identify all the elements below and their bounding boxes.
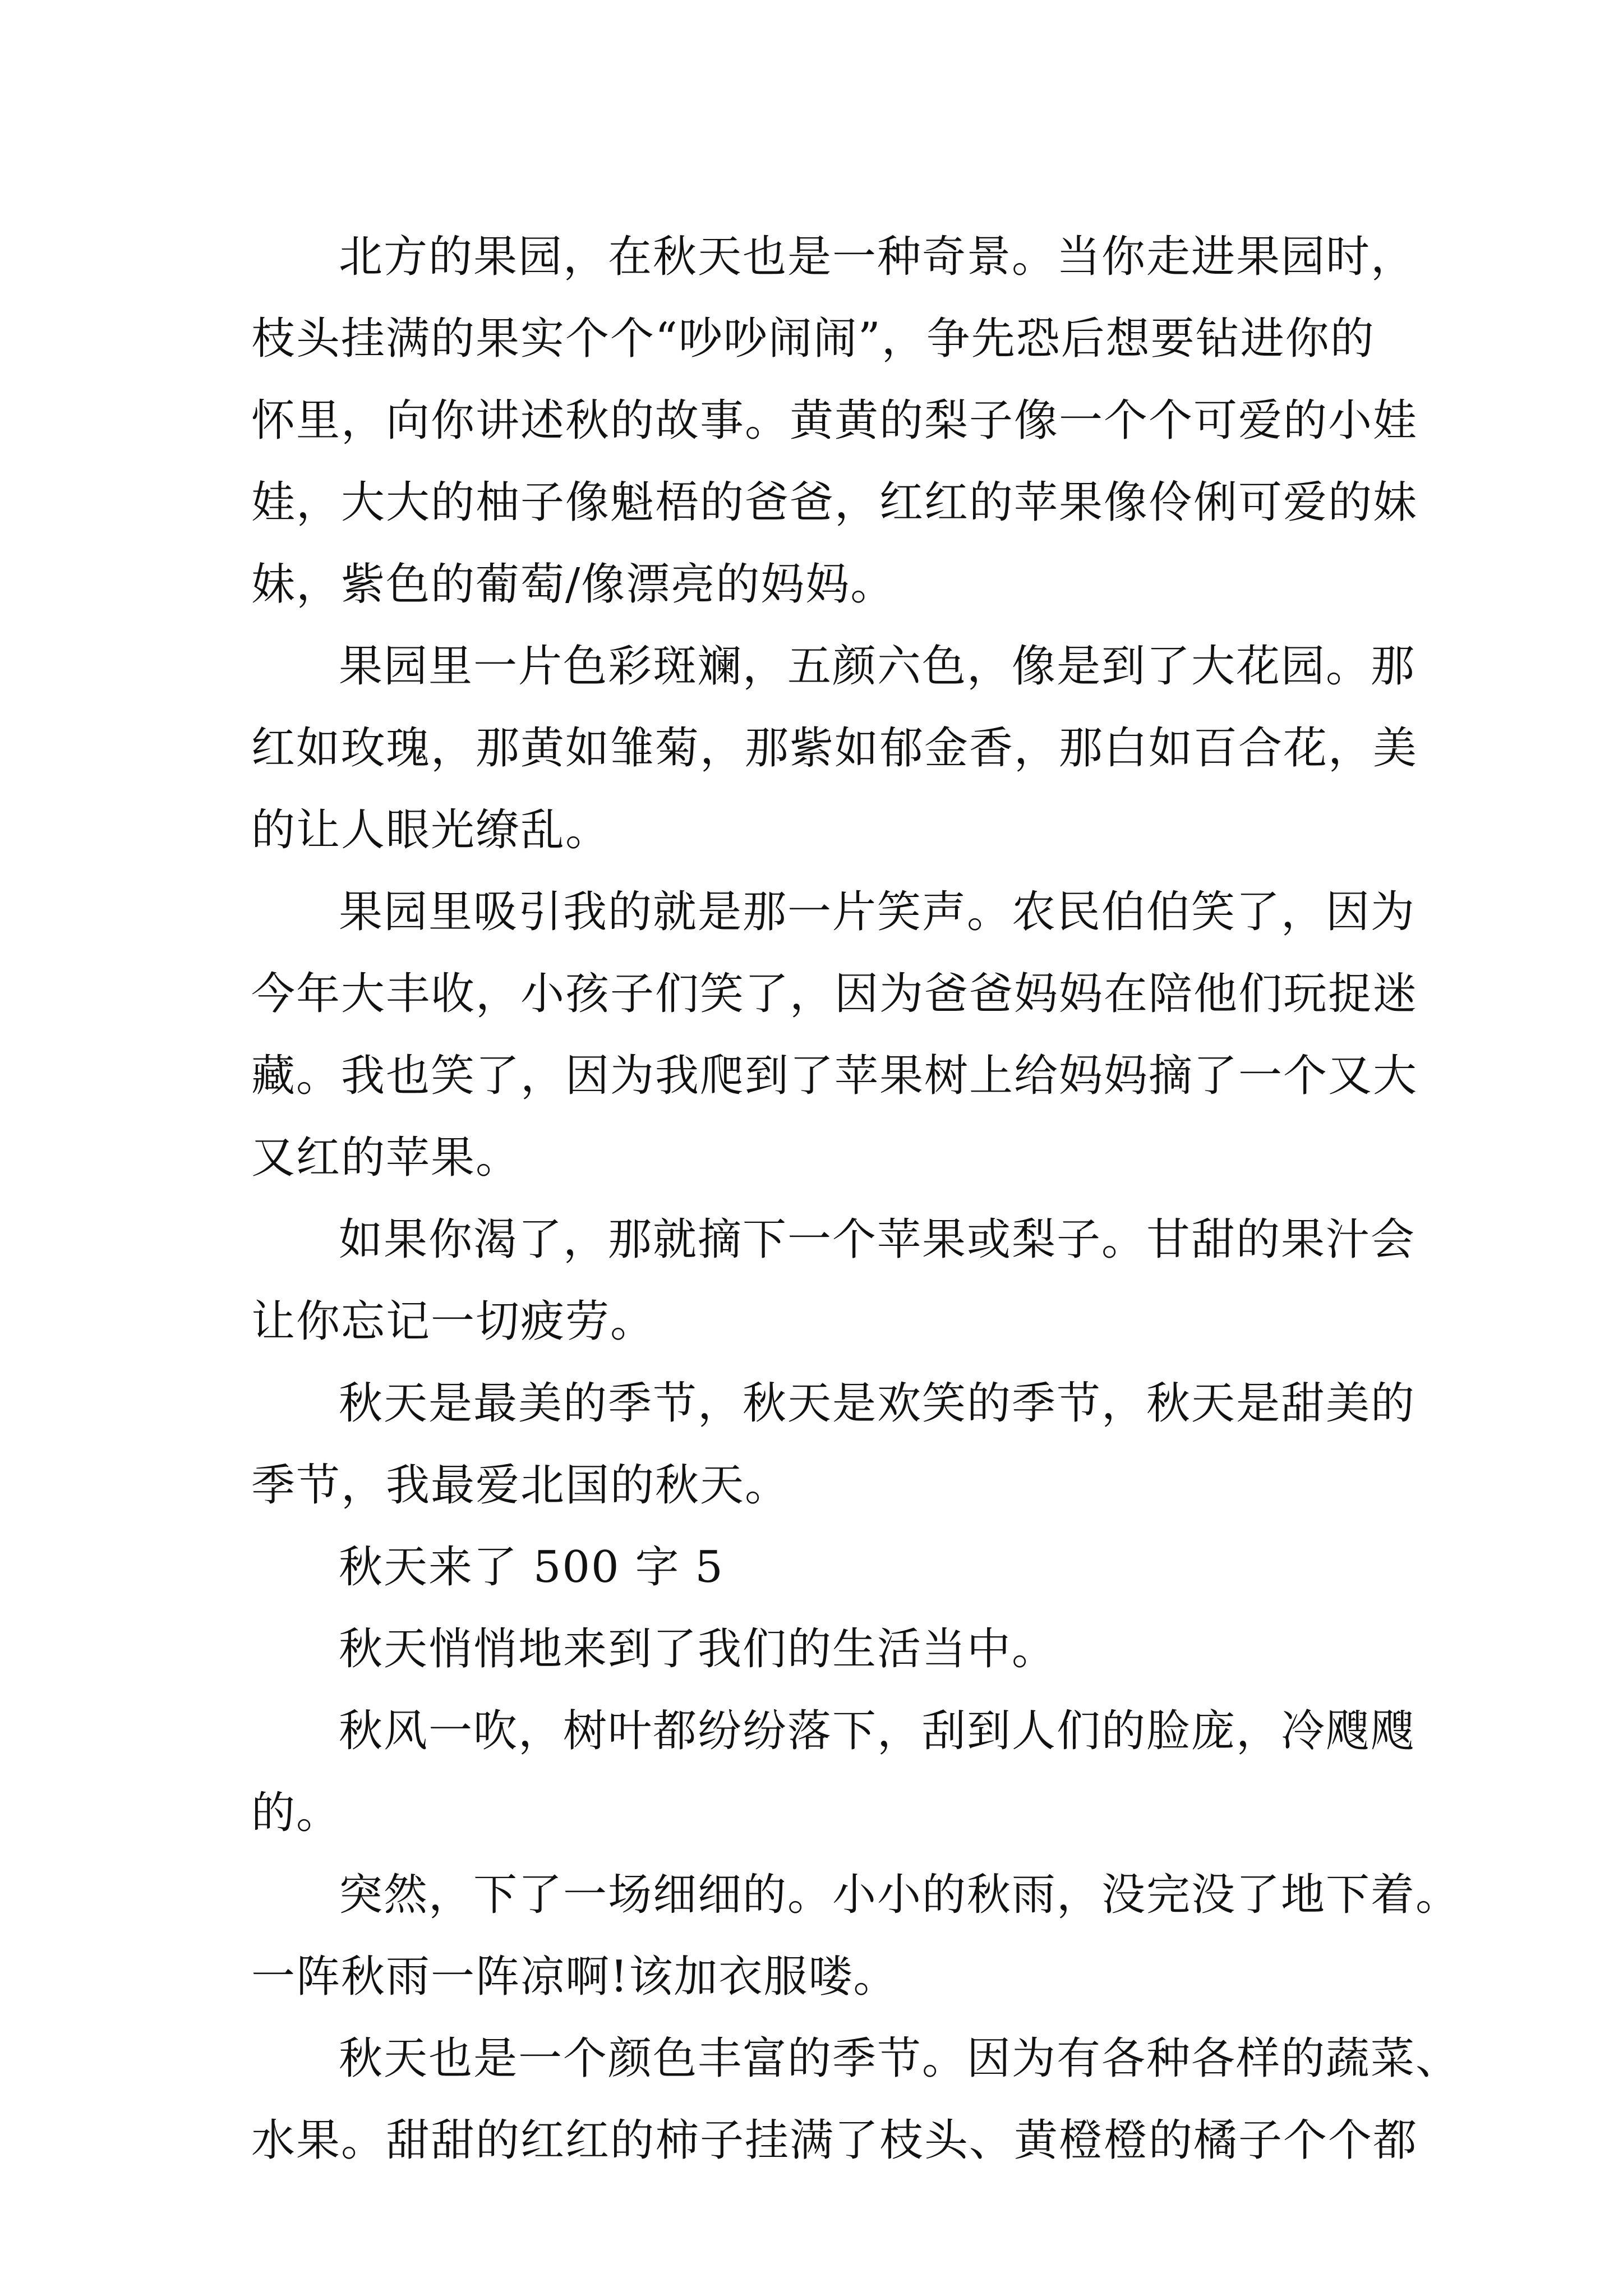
text-line: 让你忘记一切疲劳。 <box>251 1296 656 1347</box>
section-heading: 秋天来了 500 字 5 <box>339 1542 724 1593</box>
text-line: 北方的果园，在秋天也是一种奇景。当你走进果园时， <box>339 232 1416 282</box>
text-line: 秋天也是一个颜色丰富的季节。因为有各种各样的蔬菜、 <box>339 2033 1461 2084</box>
text-line: 季节，我最爱北国的秋天。 <box>251 1460 790 1511</box>
text-line: 的。 <box>251 1788 342 1838</box>
text-line: 一阵秋雨一阵凉啊!该加衣服喽。 <box>251 1952 898 2002</box>
text-line: 秋天悄悄地来到了我们的生活当中。 <box>339 1624 1057 1674</box>
text-line: 的让人眼光缭乱。 <box>251 805 611 855</box>
text-line: 水果。甜甜的红红的柿子挂满了枝头、黄橙橙的橘子个个都 <box>251 2115 1418 2166</box>
text-line: 藏。我也笑了，因为我爬到了苹果树上给妈妈摘了一个又大 <box>251 1051 1418 1101</box>
text-line: 果园里一片色彩斑斓，五颜六色，像是到了大花园。那 <box>339 641 1416 692</box>
text-line: 又红的苹果。 <box>251 1133 521 1183</box>
text-line: 果园里吸引我的就是那一片笑声。农民伯伯笑了，因为 <box>339 887 1416 937</box>
text-line: 红如玫瑰，那黄如雏菊，那紫如郁金香，那白如百合花，美 <box>251 723 1418 774</box>
text-line: 怀里，向你讲述秋的故事。黄黄的梨子像一个个可爱的小娃 <box>251 395 1418 446</box>
document-body <box>251 216 1461 2182</box>
text-line: 秋天是最美的季节，秋天是欢笑的季节，秋天是甜美的 <box>339 1378 1416 1429</box>
text-line: 突然，下了一场细细的。小小的秋雨，没完没了地下着。 <box>339 1870 1461 1920</box>
text-line: 今年大丰收，小孩子们笑了，因为爸爸妈妈在陪他们玩捉迷 <box>251 969 1418 1019</box>
text-line: 如果你渴了，那就摘下一个苹果或梨子。甘甜的果汁会 <box>339 1214 1416 1265</box>
text-line: 妹，紫色的葡萄/像漂亮的妈妈。 <box>251 559 896 610</box>
text-line: 娃，大大的柚子像魁梧的爸爸，红红的苹果像伶俐可爱的妹 <box>251 477 1418 528</box>
text-line: 秋风一吹，树叶都纷纷落下，刮到人们的脸庞，冷飕飕 <box>339 1706 1416 1756</box>
text-line: 枝头挂满的果实个个“吵吵闹闹”，争先恐后想要钻进你的 <box>251 314 1375 364</box>
